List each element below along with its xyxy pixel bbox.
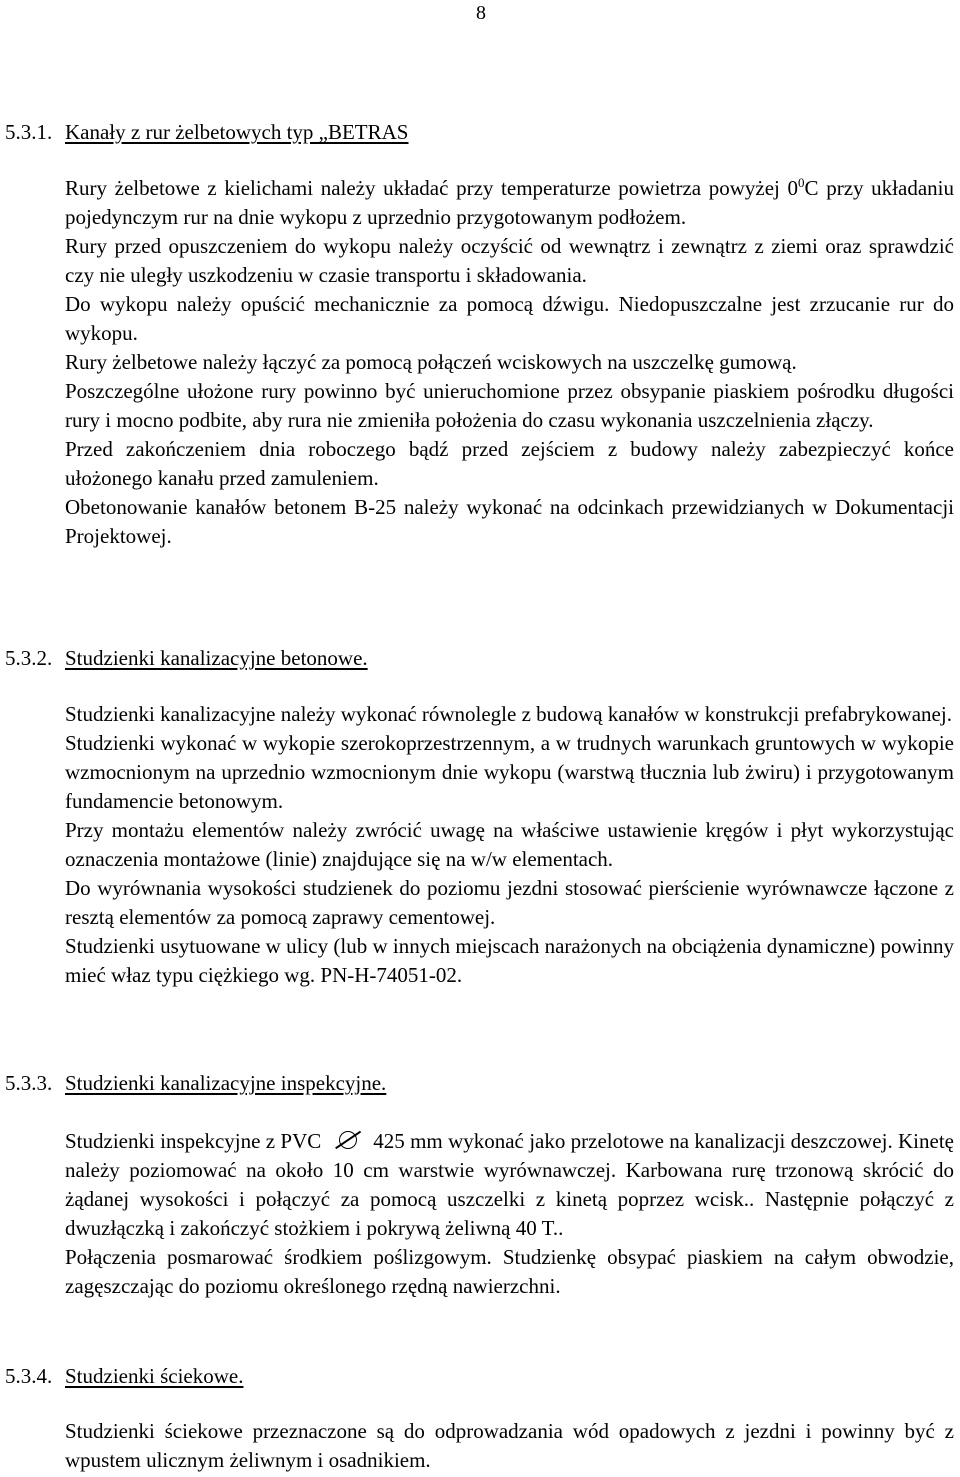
section-number: 5.3.3. — [5, 1071, 53, 1095]
section-title: Studzienki ściekowe. — [65, 1364, 244, 1388]
section-number: 5.3.2. — [5, 646, 53, 670]
paragraph — [65, 174, 954, 232]
paragraph: Przed zakończeniem dnia roboczego bądź przed zejściem z budowy należy zabezpieczyć końce ułożonego kanału przed zamuleniem. — [65, 437, 954, 490]
paragraph: Studzienki wykonać w wykopie szerokoprzestrzennym, a w trudnych warunkach gruntowych w wykopie wzmocnionym na uprzednio wzmocnionym dnie wykopu (warstwą tłucznia lub żwiru) i przygotowanym fundamencie betonowym. — [65, 731, 954, 813]
paragraph: Rury żelbetowe należy łączyć za pomocą połączeń wciskowych na uszczelkę gumową. — [65, 350, 797, 374]
section-heading-5-3-1 — [5, 117, 409, 147]
paragraph: Do wykopu należy opuścić mechanicznie za pomocą dźwigu. Niedopuszczalne jest zrzucanie rur do wykopu. — [65, 292, 954, 345]
paragraph: Studzienki usytuowane w ulicy (lub w innych miejscach narażonych na obciążenia dynamiczne) powinny mieć właz typu ciężkiego wg. PN-H-74051-02. — [65, 934, 954, 987]
section-body-5-3-1 — [65, 174, 954, 551]
paragraph: Rury przed opuszczeniem do wykopu należy oczyścić od wewnątrz i zewnątrz z ziemi oraz sprawdzić czy nie uległy uszkodzeniu w czasie transportu i składowania. — [65, 234, 954, 287]
paragraph-text: 425 mm wykonać jako przelotowe na kanalizacji deszczowej. Kinetę należy poziomować na około 10 cm warstwie wyrównawczej. Karbowana rurę trzonową skrócić do żądanej wysokości i połączyć za pomocą uszczelki z kinetą poprzez wcisk.. Następnie połączyć z dwuzłączką i zakończyć stożkiem i pokrywą żeliwną 40 T.. — [65, 1129, 954, 1240]
superscript: 0 — [798, 175, 805, 190]
section-number: 5.3.4. — [5, 1364, 53, 1388]
diameter-icon — [330, 1130, 364, 1150]
page-number: 8 — [476, 2, 486, 24]
paragraph: Do wyrównania wysokości studzienek do poziomu jezdni stosować pierścienie wyrównawcze łączone z resztą elementów za pomocą zaprawy cementowej. — [65, 876, 954, 929]
section-heading-5-3-2 — [5, 643, 368, 673]
paragraph: Studzienki kanalizacyjne należy wykonać równolegle z budową kanałów w konstrukcji prefabrykowanej. — [65, 702, 952, 726]
paragraph-text: Studzienki inspekcyjne z PVC — [65, 1129, 322, 1153]
section-body-5-3-2 — [65, 700, 954, 990]
section-title: Studzienki kanalizacyjne betonowe. — [65, 646, 368, 670]
section-number: 5.3.1. — [5, 120, 53, 144]
paragraph: Obetonowanie kanałów betonem B-25 należy wykonać na odcinkach przewidzianych w Dokumentacji Projektowej. — [65, 495, 954, 548]
section-body-5-3-4 — [65, 1417, 954, 1475]
section-title: Kanały z rur żelbetowych typ „BETRAS — [65, 120, 409, 144]
section-heading-5-3-4 — [5, 1361, 243, 1391]
paragraph: Przy montażu elementów należy zwrócić uwagę na właściwe ustawienie kręgów i płyt wykorzystując oznaczenia montażowe (linie) znajdujące się na w/w elementach. — [65, 818, 954, 871]
paragraph — [65, 1127, 954, 1243]
paragraph-text: Rury żelbetowe z kielichami należy układać przy temperaturze powietrza powyżej 0 — [65, 176, 799, 200]
section-body-5-3-3 — [65, 1127, 954, 1301]
paragraph-text: C przy układaniu pojedynczym rur na dnie wykopu z uprzednio przygotowanym podłożem. — [65, 176, 954, 229]
paragraph: Poszczególne ułożone rury powinno być unieruchomione przez obsypanie piaskiem pośrodku długości rury i mocno podbite, aby rura nie zmieniła położenia do czasu wykonania uszczelnienia złączy. — [65, 379, 954, 432]
paragraph: Studzienki ściekowe przeznaczone są do odprowadzania wód opadowych z jezdni i powinny być z wpustem ulicznym żeliwnym i osadnikiem. — [65, 1419, 954, 1472]
section-heading-5-3-3 — [5, 1068, 386, 1098]
section-title: Studzienki kanalizacyjne inspekcyjne. — [65, 1071, 387, 1095]
paragraph: Połączenia posmarować środkiem poślizgowym. Studzienkę obsypać piaskiem na całym obwodzie, zagęszczając do poziomu określonego rzędną nawierzchni. — [65, 1245, 954, 1298]
